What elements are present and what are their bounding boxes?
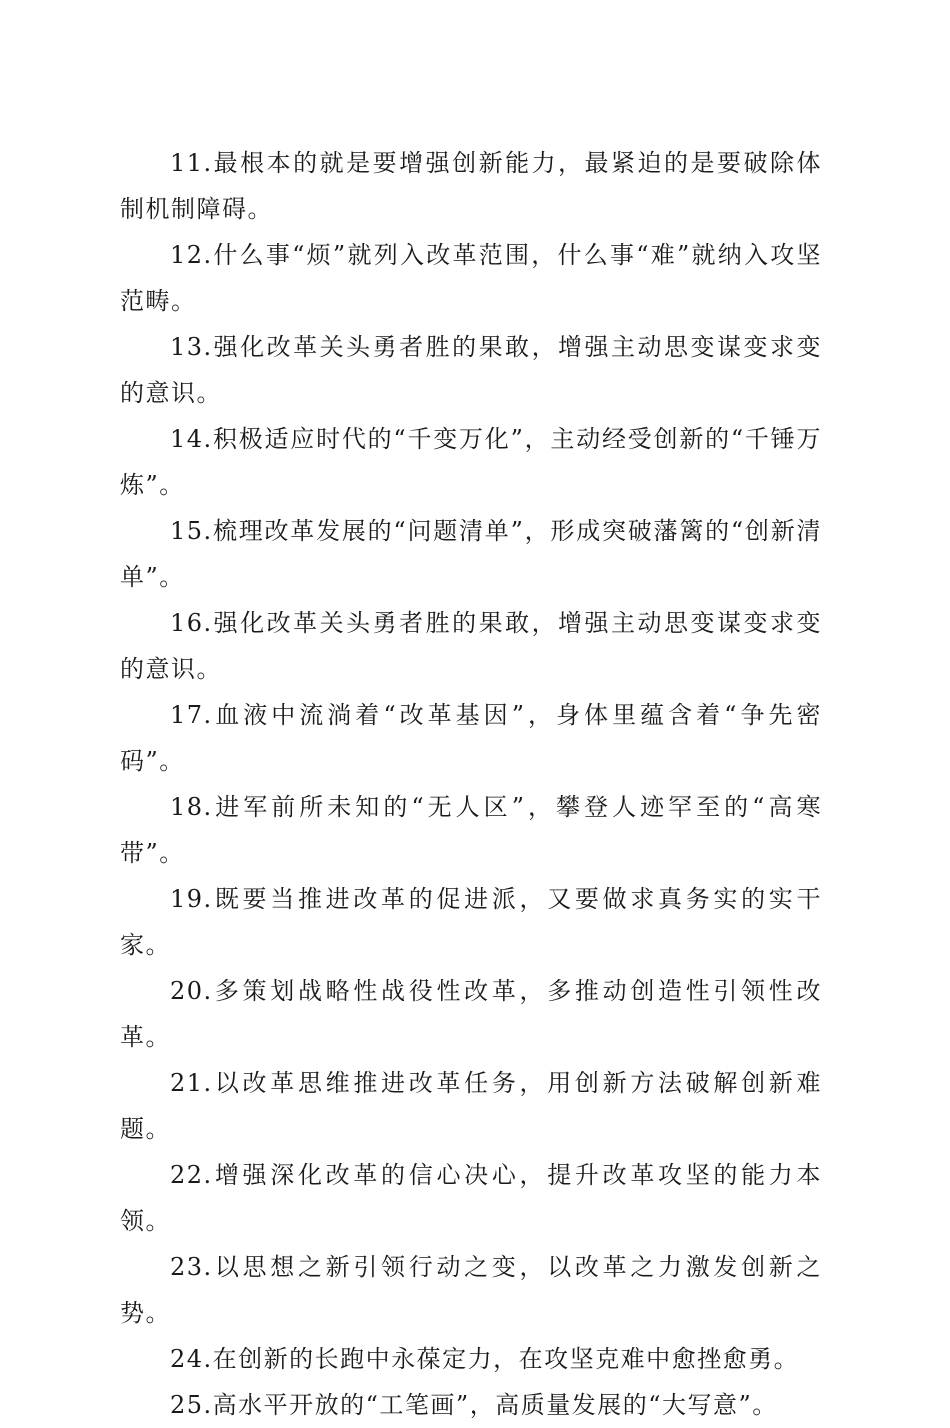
list-item: 13.强化改革关头勇者胜的果敢，增强主动思变谋变求变的意识。 (120, 333, 822, 407)
list-item: 24.在创新的长跑中永葆定力，在攻坚克难中愈挫愈勇。 (170, 1345, 800, 1373)
list-item: 23.以思想之新引领行动之变，以改革之力激发创新之势。 (120, 1253, 822, 1327)
list-item: 21.以改革思维推进改革任务，用创新方法破解创新难题。 (120, 1069, 822, 1143)
list-item: 17.血液中流淌着“改革基因”，身体里蕴含着“争先密码”。 (120, 701, 822, 775)
list-item: 18.进军前所未知的“无人区”，攀登人迹罕至的“高寒带”。 (120, 793, 822, 867)
document-body (120, 140, 822, 1428)
list-item: 20.多策划战略性战役性改革，多推动创造性引领性改革。 (120, 977, 822, 1051)
list-item: 19.既要当推进改革的促进派，又要做求真务实的实干家。 (120, 885, 822, 959)
list-item: 25.高水平开放的“工笔画”，高质量发展的“大写意”。 (170, 1391, 778, 1419)
list-item: 14.积极适应时代的“千变万化”，主动经受创新的“千锤万炼”。 (120, 425, 822, 499)
list-item: 11.最根本的就是要增强创新能力，最紧迫的是要破除体制机制障碍。 (120, 149, 822, 223)
list-item: 15.梳理改革发展的“问题清单”，形成突破藩篱的“创新清单”。 (120, 517, 822, 591)
list-item: 22.增强深化改革的信心决心，提升改革攻坚的能力本领。 (120, 1161, 822, 1235)
list-item: 16.强化改革关头勇者胜的果敢，增强主动思变谋变求变的意识。 (120, 609, 822, 683)
list-item: 12.什么事“烦”就列入改革范围，什么事“难”就纳入攻坚范畴。 (120, 241, 822, 315)
